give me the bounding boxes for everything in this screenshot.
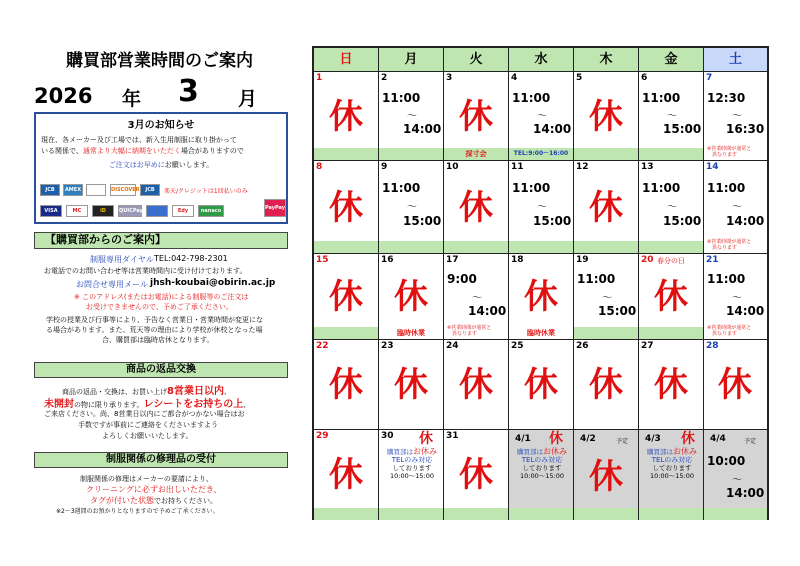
notice-emphasis: ご注文はお早めに xyxy=(108,161,165,169)
day-number: 26 xyxy=(576,341,589,351)
day-number: 21 xyxy=(706,255,719,265)
guide-text: 合、購買部は臨時店休となります。 xyxy=(102,336,214,344)
open-time: 11:00 xyxy=(707,272,746,286)
time-separator: ～ xyxy=(732,202,742,213)
time-separator: ～ xyxy=(667,202,677,213)
day-number: 15 xyxy=(316,255,329,265)
closed-mark: 休 xyxy=(459,97,493,137)
weekday-header-fri: 金 xyxy=(639,48,704,72)
closed-line: TELのみ対応 xyxy=(651,456,693,464)
closed-line xyxy=(643,448,701,456)
returns-section xyxy=(34,362,288,444)
diners-logo-icon xyxy=(86,184,106,196)
closed-emphasis: お休み xyxy=(543,447,567,456)
day-cell xyxy=(639,72,704,161)
day-strip xyxy=(444,325,508,339)
day-number: 4/4 xyxy=(710,434,726,444)
day-number: 31 xyxy=(446,431,459,441)
closed-text: 購買部は xyxy=(517,448,543,456)
event-label: 臨時休業 xyxy=(527,329,555,337)
repair-line: クリーニングに必ずお出しいただき、 xyxy=(86,485,222,494)
open-time: 11:00 xyxy=(577,272,616,286)
closed-message xyxy=(643,448,701,480)
day-cell xyxy=(574,161,639,254)
day-cell xyxy=(314,161,379,254)
open-time: 12:30 xyxy=(707,91,746,105)
day-cell xyxy=(704,254,767,340)
hours-note: 異なります xyxy=(712,152,738,158)
close-time: 15:00 xyxy=(533,214,572,228)
day-cell xyxy=(574,340,639,430)
guide-text: お電話でのお問い合わせ等は営業時間内に受け付けております。 xyxy=(44,267,247,275)
close-time: 14:00 xyxy=(468,304,507,318)
returns-text: 、 xyxy=(243,401,251,409)
closed-emphasis: お休み xyxy=(413,447,437,456)
returns-text: 商品の返品・交換は、お買い上げ xyxy=(62,388,167,396)
time-separator: ～ xyxy=(407,111,417,122)
closed-mark: 休 xyxy=(329,455,363,495)
closed-mark: 休 xyxy=(329,97,363,137)
tel-hours: TEL:9:00～16:00 xyxy=(513,150,569,157)
closed-mark: 休 xyxy=(589,97,623,137)
closed-mark: 休 xyxy=(459,455,493,495)
closed-mark: 休 xyxy=(654,277,688,317)
day-number: 5 xyxy=(576,73,583,83)
day-strip xyxy=(379,327,443,339)
day-number: 3 xyxy=(446,73,453,83)
time-separator: ～ xyxy=(732,475,742,486)
closed-mark: 休 xyxy=(394,365,428,405)
day-strip xyxy=(704,146,767,160)
tentative-label: 予定 xyxy=(744,438,757,445)
day-cell xyxy=(639,340,704,430)
day-cell xyxy=(639,161,704,254)
day-strip xyxy=(574,148,638,160)
returns-emphasis: レシートをお持ちの上 xyxy=(143,399,244,410)
day-cell xyxy=(639,254,704,340)
day-cell xyxy=(379,254,444,340)
returns-line xyxy=(44,395,250,410)
day-number: 7 xyxy=(706,73,713,83)
day-number: 4/3 xyxy=(645,434,661,444)
day-number: 13 xyxy=(641,162,654,172)
day-strip xyxy=(379,148,443,160)
time-separator: ～ xyxy=(472,293,482,304)
edy-logo-icon: Edy xyxy=(172,205,194,217)
day-number: 6 xyxy=(641,73,648,83)
dial-label: 制服専用ダイヤル xyxy=(90,255,154,264)
day-cell xyxy=(444,161,509,254)
hours-note: ※営業時間が通常と xyxy=(707,146,752,152)
day-number: 8 xyxy=(316,162,323,172)
close-time: 14:00 xyxy=(726,214,765,228)
discover-logo-icon: DISCOVER xyxy=(110,184,136,196)
close-time: 15:00 xyxy=(663,214,702,228)
business-calendar xyxy=(312,46,769,520)
day-number: 28 xyxy=(706,341,719,351)
day-strip xyxy=(509,148,573,160)
closed-mark: 休 xyxy=(459,188,493,228)
day-cell xyxy=(704,72,767,161)
closed-message xyxy=(383,448,441,480)
time-separator: ～ xyxy=(537,202,547,213)
closed-line xyxy=(513,448,571,456)
day-number: 23 xyxy=(381,341,394,351)
day-strip xyxy=(444,241,508,253)
day-cell xyxy=(444,72,509,161)
day-strip xyxy=(574,327,638,339)
phone-number: TEL:042-798-2301 xyxy=(154,254,228,263)
notice-line xyxy=(36,160,286,170)
weekday-header-mon: 月 xyxy=(379,48,444,72)
returns-text: の物に限り承ります。 xyxy=(74,401,144,409)
notice-line: 現在、各メーカー及び工場では、新入生用制服に取り掛かって xyxy=(41,136,237,144)
hours-note: ※営業時間が通常と xyxy=(707,239,752,245)
holiday-label: 春分の日 xyxy=(657,257,685,265)
closed-mark: 休 xyxy=(718,365,752,405)
repair-text: でお持ちください。 xyxy=(154,497,217,505)
day-strip xyxy=(639,241,703,253)
jcb-contactless-logo-icon: JCB xyxy=(140,184,160,196)
closed-mark: 休 xyxy=(329,188,363,228)
day-number: 10 xyxy=(446,162,459,172)
purchasing-guide xyxy=(34,232,288,352)
closed-line: 10:00～15:00 xyxy=(650,472,694,480)
weekday-header-wed: 水 xyxy=(509,48,574,72)
guide-heading: 【購買部からのご案内】 xyxy=(34,232,288,249)
day-cell xyxy=(509,161,574,254)
day-cell xyxy=(314,340,379,430)
open-time: 10:00 xyxy=(707,454,746,468)
open-time: 11:00 xyxy=(642,91,681,105)
quicpay-logo-icon: QUICPay xyxy=(118,205,142,217)
weekday-header-sat: 土 xyxy=(704,48,767,72)
day-cell xyxy=(639,430,704,520)
open-time: 11:00 xyxy=(512,91,551,105)
day-strip xyxy=(574,241,638,253)
close-time: 14:00 xyxy=(403,122,442,136)
closed-line: しております xyxy=(522,464,562,472)
day-strip xyxy=(574,508,638,520)
time-separator: ～ xyxy=(602,293,612,304)
returns-line: 手数ですが事前にご連絡をくださいますよう xyxy=(78,421,218,429)
day-number: 4/1 xyxy=(515,434,531,444)
closed-mark: 休 xyxy=(524,277,558,317)
day-number: 2 xyxy=(381,73,388,83)
day-cell xyxy=(444,340,509,430)
day-cell xyxy=(314,254,379,340)
day-strip xyxy=(639,508,703,520)
day-cell xyxy=(704,340,767,430)
email-address: jhsh-koubai@obirin.ac.jp xyxy=(150,278,276,288)
day-strip xyxy=(314,148,378,160)
payment-logos-row xyxy=(40,205,286,221)
year: 2026 xyxy=(34,84,93,108)
day-cell xyxy=(574,254,639,340)
day-number: 11 xyxy=(511,162,524,172)
day-number: 20 xyxy=(641,255,654,265)
guide-text: る場合があります。また、荒天等の理由により学校が休校となった場 xyxy=(46,326,263,334)
returns-heading: 商品の返品交換 xyxy=(34,362,288,378)
day-strip xyxy=(509,327,573,339)
closed-mark: 休 xyxy=(394,277,428,317)
hours-note: ※営業時間が通常と xyxy=(707,325,752,331)
tentative-label: 予定 xyxy=(616,438,629,445)
day-cell xyxy=(509,254,574,340)
open-time: 11:00 xyxy=(382,91,421,105)
day-cell xyxy=(509,340,574,430)
day-strip xyxy=(379,241,443,253)
day-strip xyxy=(509,508,573,520)
day-cell xyxy=(379,72,444,161)
closed-mark-small: 休 xyxy=(419,431,433,447)
repair-emphasis: タグが付いた状態 xyxy=(90,496,154,505)
closed-mark: 休 xyxy=(589,457,623,497)
closed-line xyxy=(383,448,441,456)
nanaco-logo-icon: nanaco xyxy=(198,205,224,217)
day-strip xyxy=(704,508,767,520)
notice-body xyxy=(36,135,286,157)
closed-line: しております xyxy=(392,464,432,472)
monthly-notice xyxy=(34,112,288,224)
amex-logo-icon: AMEX xyxy=(63,184,83,196)
returns-text: 、 xyxy=(223,388,231,396)
day-cell xyxy=(379,340,444,430)
open-time: 9:00 xyxy=(447,272,477,286)
mail-label: お問合せ専用メール xyxy=(76,280,148,289)
close-time: 15:00 xyxy=(598,304,637,318)
hours-note: ※営業時間が通常と xyxy=(447,325,492,331)
day-cell xyxy=(704,161,767,254)
weekday-header-tue: 火 xyxy=(444,48,509,72)
day-cell xyxy=(509,430,574,520)
hours-note: 異なります xyxy=(452,331,478,337)
year-unit: 年 xyxy=(122,88,142,110)
time-separator: ～ xyxy=(537,111,547,122)
day-strip xyxy=(379,508,443,520)
close-time: 14:00 xyxy=(533,122,572,136)
day-number: 4 xyxy=(511,73,518,83)
time-separator: ～ xyxy=(407,202,417,213)
month-unit: 月 xyxy=(238,88,258,110)
closed-message xyxy=(513,448,571,480)
day-number: 16 xyxy=(381,255,394,265)
closed-mark: 休 xyxy=(459,365,493,405)
page-title: 購買部営業時間のご案内 xyxy=(66,51,253,71)
day-strip xyxy=(314,508,378,520)
guide-text: 学校の授業及び行事等により、予告なく営業日・営業時間が変更にな xyxy=(46,316,263,324)
closed-mark-small: 休 xyxy=(549,431,563,447)
open-time: 11:00 xyxy=(512,181,551,195)
day-number: 17 xyxy=(446,255,459,265)
closed-text: 購買部は xyxy=(387,448,413,456)
day-number: 27 xyxy=(641,341,654,351)
day-strip xyxy=(314,241,378,253)
day-number: 24 xyxy=(446,341,459,351)
closed-mark: 休 xyxy=(329,365,363,405)
closed-mark: 休 xyxy=(589,188,623,228)
closed-mark: 休 xyxy=(589,365,623,405)
notice-text: お願いします。 xyxy=(164,161,214,169)
event-label: 採寸会 xyxy=(465,150,487,158)
day-strip xyxy=(704,239,767,253)
day-number: 29 xyxy=(316,431,329,441)
notice-heading: 3月のお知らせ xyxy=(127,120,195,131)
notice-text: いる関係で、 xyxy=(41,147,83,155)
repair-section xyxy=(34,452,288,514)
day-cell xyxy=(704,430,767,520)
jcb-logo-icon: JCB xyxy=(40,184,60,196)
closed-emphasis: お休み xyxy=(673,447,697,456)
close-time: 15:00 xyxy=(663,122,702,136)
open-time: 11:00 xyxy=(642,181,681,195)
paypay-logo-icon: PayPay xyxy=(264,199,286,217)
day-number: 1 xyxy=(316,73,323,83)
day-strip xyxy=(704,325,767,339)
closed-line: 10:00～15:00 xyxy=(520,472,564,480)
day-cell xyxy=(314,430,379,520)
time-separator: ～ xyxy=(732,293,742,304)
time-separator: ～ xyxy=(667,111,677,122)
repair-heading: 制服関係の修理品の受付 xyxy=(34,452,288,468)
guide-warning: ※ このアドレス(またはお電話)による制服等のご注文は xyxy=(74,293,249,301)
closed-mark-small: 休 xyxy=(681,431,695,447)
mastercard-logo-icon: MC xyxy=(66,205,88,217)
close-time: 16:30 xyxy=(726,122,765,136)
open-time: 11:00 xyxy=(707,181,746,195)
time-separator: ～ xyxy=(732,111,742,122)
day-cell xyxy=(444,254,509,340)
day-cell xyxy=(314,72,379,161)
event-label: 臨時休業 xyxy=(397,329,425,337)
closed-line: TELのみ対応 xyxy=(521,456,563,464)
day-cell xyxy=(574,72,639,161)
hours-note: 異なります xyxy=(712,245,738,251)
close-time: 14:00 xyxy=(726,304,765,318)
closed-mark: 休 xyxy=(654,365,688,405)
day-number: 9 xyxy=(381,162,388,172)
weekday-header-thu: 木 xyxy=(574,48,639,72)
day-number: 12 xyxy=(576,162,589,172)
notice-line xyxy=(41,146,281,157)
guide-warning: お受けできませんので、予めご了承ください。 xyxy=(86,303,233,311)
day-cell xyxy=(509,72,574,161)
payment-note: 楽天/クレジットは1回払いのみ xyxy=(164,188,248,195)
closed-mark: 休 xyxy=(524,365,558,405)
day-number: 19 xyxy=(576,255,589,265)
day-strip xyxy=(639,327,703,339)
hours-note: 異なります xyxy=(712,331,738,337)
repair-line: ※2～3週間のお預かりとなりますので予めご了承ください。 xyxy=(56,508,219,515)
transit-ic-logo-icon xyxy=(146,205,168,217)
day-strip xyxy=(509,241,573,253)
day-number: 18 xyxy=(511,255,524,265)
closed-line: 10:00～15:00 xyxy=(390,472,434,480)
returns-line: よろしくお願いいたします。 xyxy=(102,432,193,440)
returns-line: ご来店ください。尚、8営業日以内にご都合がつかない場合はお xyxy=(44,410,245,418)
day-cell xyxy=(379,430,444,520)
day-cell xyxy=(444,430,509,520)
closed-line: しております xyxy=(652,464,692,472)
notice-emphasis: 通常より大幅に納期をいただく xyxy=(82,147,181,155)
closed-mark: 休 xyxy=(329,277,363,317)
close-time: 14:00 xyxy=(726,486,765,500)
month: 3 xyxy=(178,74,199,109)
visa-logo-icon: VISA xyxy=(40,205,62,217)
weekday-header-sun: 日 xyxy=(314,48,379,72)
close-time: 15:00 xyxy=(403,214,442,228)
day-number: 25 xyxy=(511,341,524,351)
day-number: 14 xyxy=(706,162,719,172)
day-strip xyxy=(444,508,508,520)
repair-line xyxy=(90,495,217,506)
closed-line: TELのみ対応 xyxy=(391,456,433,464)
day-strip xyxy=(314,327,378,339)
open-time: 11:00 xyxy=(382,181,421,195)
returns-emphasis: 8営業日以内 xyxy=(167,386,224,397)
payment-logos-row xyxy=(40,184,286,200)
repair-line: 制服関係の修理はメーカーの要請により、 xyxy=(80,475,213,483)
day-strip xyxy=(639,148,703,160)
closed-text: 購買部は xyxy=(647,448,673,456)
day-strip xyxy=(444,148,508,160)
day-cell xyxy=(379,161,444,254)
day-number: 30 xyxy=(381,431,394,441)
returns-emphasis: 未開封 xyxy=(44,399,74,410)
day-number: 22 xyxy=(316,341,329,351)
day-cell xyxy=(574,430,639,520)
day-number: 4/2 xyxy=(580,434,596,444)
notice-text: 場合がありますので xyxy=(180,147,244,155)
id-logo-icon: iD xyxy=(92,205,114,217)
